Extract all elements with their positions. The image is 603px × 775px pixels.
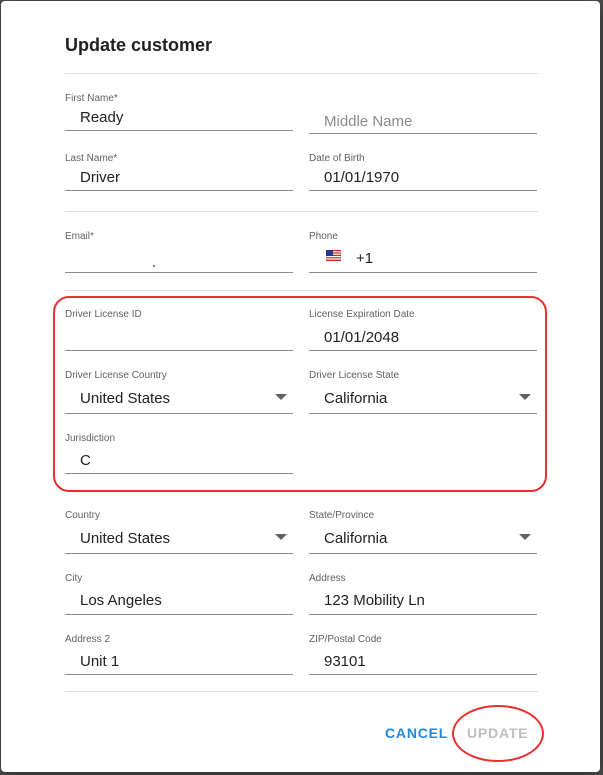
first-name-underline [65,130,293,131]
middle-name-placeholder[interactable]: Middle Name [324,113,413,130]
last-name-label: Last Name* [65,153,118,164]
us-flag-icon[interactable] [326,250,341,261]
country-label: Country [65,510,101,521]
dob-value[interactable]: 01/01/1970 [324,169,400,186]
title-divider [65,73,538,74]
address-label: Address [309,573,346,584]
email-underline [65,272,293,273]
phone-country-code[interactable]: +1 [356,250,374,267]
license-exp-label: License Expiration Date [309,309,415,320]
dialog-title: Update customer [65,35,213,55]
dob-label: Date of Birth [309,153,365,164]
city-value[interactable]: Los Angeles [80,592,162,609]
license-state-value[interactable]: California [324,390,388,407]
country-underline [65,553,293,554]
middle-name-underline [309,133,537,134]
last-name-underline [65,190,293,191]
footer-divider [65,691,538,692]
country-value[interactable]: United States [80,530,171,547]
jurisdiction-label: Jurisdiction [65,433,116,444]
section-divider-2 [65,290,538,291]
update-button[interactable]: UPDATE [467,725,529,741]
license-state-label: Driver License State [309,370,400,381]
last-name-value[interactable]: Driver [80,169,120,186]
address-underline [309,614,537,615]
license-country-label: Driver License Country [65,370,167,381]
dob-underline [309,190,537,191]
jurisdiction-value[interactable]: C [80,452,91,469]
license-country-value[interactable]: United States [80,390,171,407]
license-id-label: Driver License ID [65,309,142,320]
zip-underline [309,674,537,675]
first-name-value[interactable]: Ready [80,109,124,126]
zip-value[interactable]: 93101 [324,653,366,670]
state-label: State/Province [309,510,375,521]
cancel-button[interactable]: CANCEL [385,725,449,741]
address2-label: Address 2 [65,634,111,645]
chevron-down-icon[interactable] [275,534,287,540]
license-exp-value[interactable]: 01/01/2048 [324,329,400,346]
update-button-annotation [452,705,544,762]
license-section-annotation [53,296,547,492]
first-name-label: First Name* [65,93,118,104]
address2-value[interactable]: Unit 1 [80,653,120,670]
chevron-down-icon[interactable] [519,534,531,540]
city-underline [65,614,293,615]
email-label: Email* [65,231,94,242]
state-underline [309,553,537,554]
section-divider-1 [65,211,538,212]
city-label: City [65,573,83,584]
email-redaction-mark [153,265,155,267]
address2-underline [65,674,293,675]
address-value[interactable]: 123 Mobility Ln [324,592,425,609]
phone-label: Phone [309,231,338,242]
phone-underline [309,272,537,273]
zip-label: ZIP/Postal Code [309,634,382,645]
state-value[interactable]: California [324,530,388,547]
